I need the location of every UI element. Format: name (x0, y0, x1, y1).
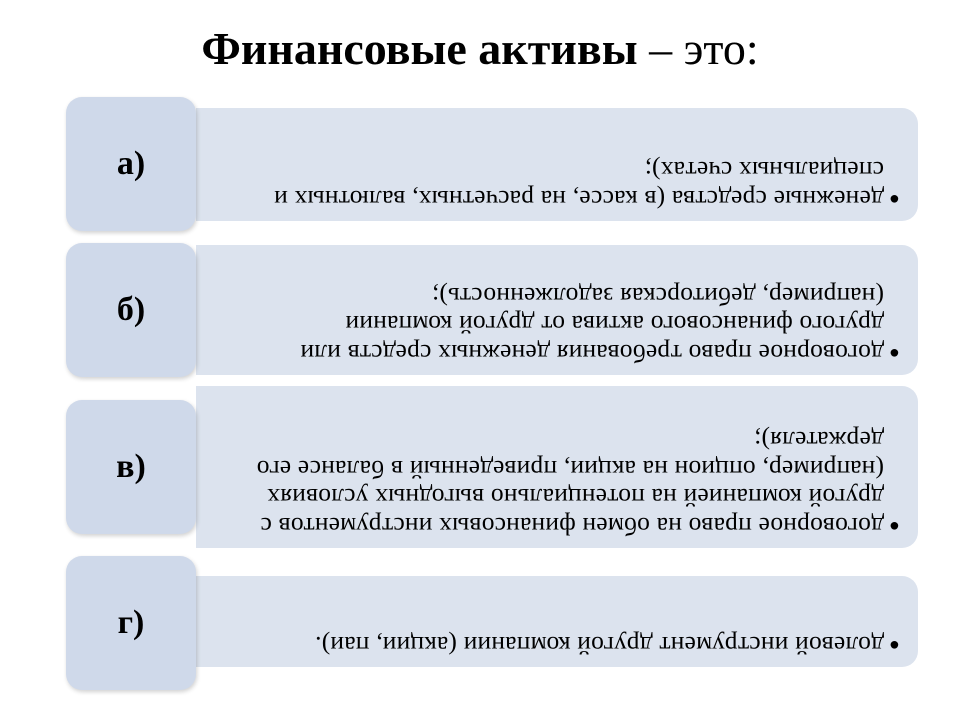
item-text-d: долевой инструмент другой компании (акции, паи). (314, 631, 884, 660)
item-label-b: б) (66, 243, 196, 377)
item-content-d (196, 576, 918, 667)
bullet-icon: • (888, 181, 900, 217)
item-text-c: договорное право на обмен финансовых инструментов с другой компанией на потенциально выгодных условиях (например, опцион на акции, приведенный в балансе его держателя); (256, 426, 884, 541)
item-content-a (196, 108, 918, 221)
bullet-icon: • (888, 508, 900, 544)
item-label-c: в) (66, 400, 196, 534)
slide-title (0, 22, 960, 75)
bullet-icon: • (888, 627, 900, 663)
title-bold: Финансовые активы (201, 23, 638, 74)
item-label-d: г) (66, 556, 196, 690)
item-content-b (196, 245, 918, 375)
item-content-c (196, 386, 918, 548)
title-rest: – это: (637, 23, 759, 74)
item-text-b: договорное право требования денежных средств или другого финансового актива от другой компании (например, дебиторская задолженность); (300, 282, 884, 368)
bullet-icon: • (888, 335, 900, 371)
item-text-a: денежные средства (в кассе, на расчетных, валютных и специальных счетах); (273, 156, 884, 214)
item-label-a: а) (66, 97, 196, 231)
